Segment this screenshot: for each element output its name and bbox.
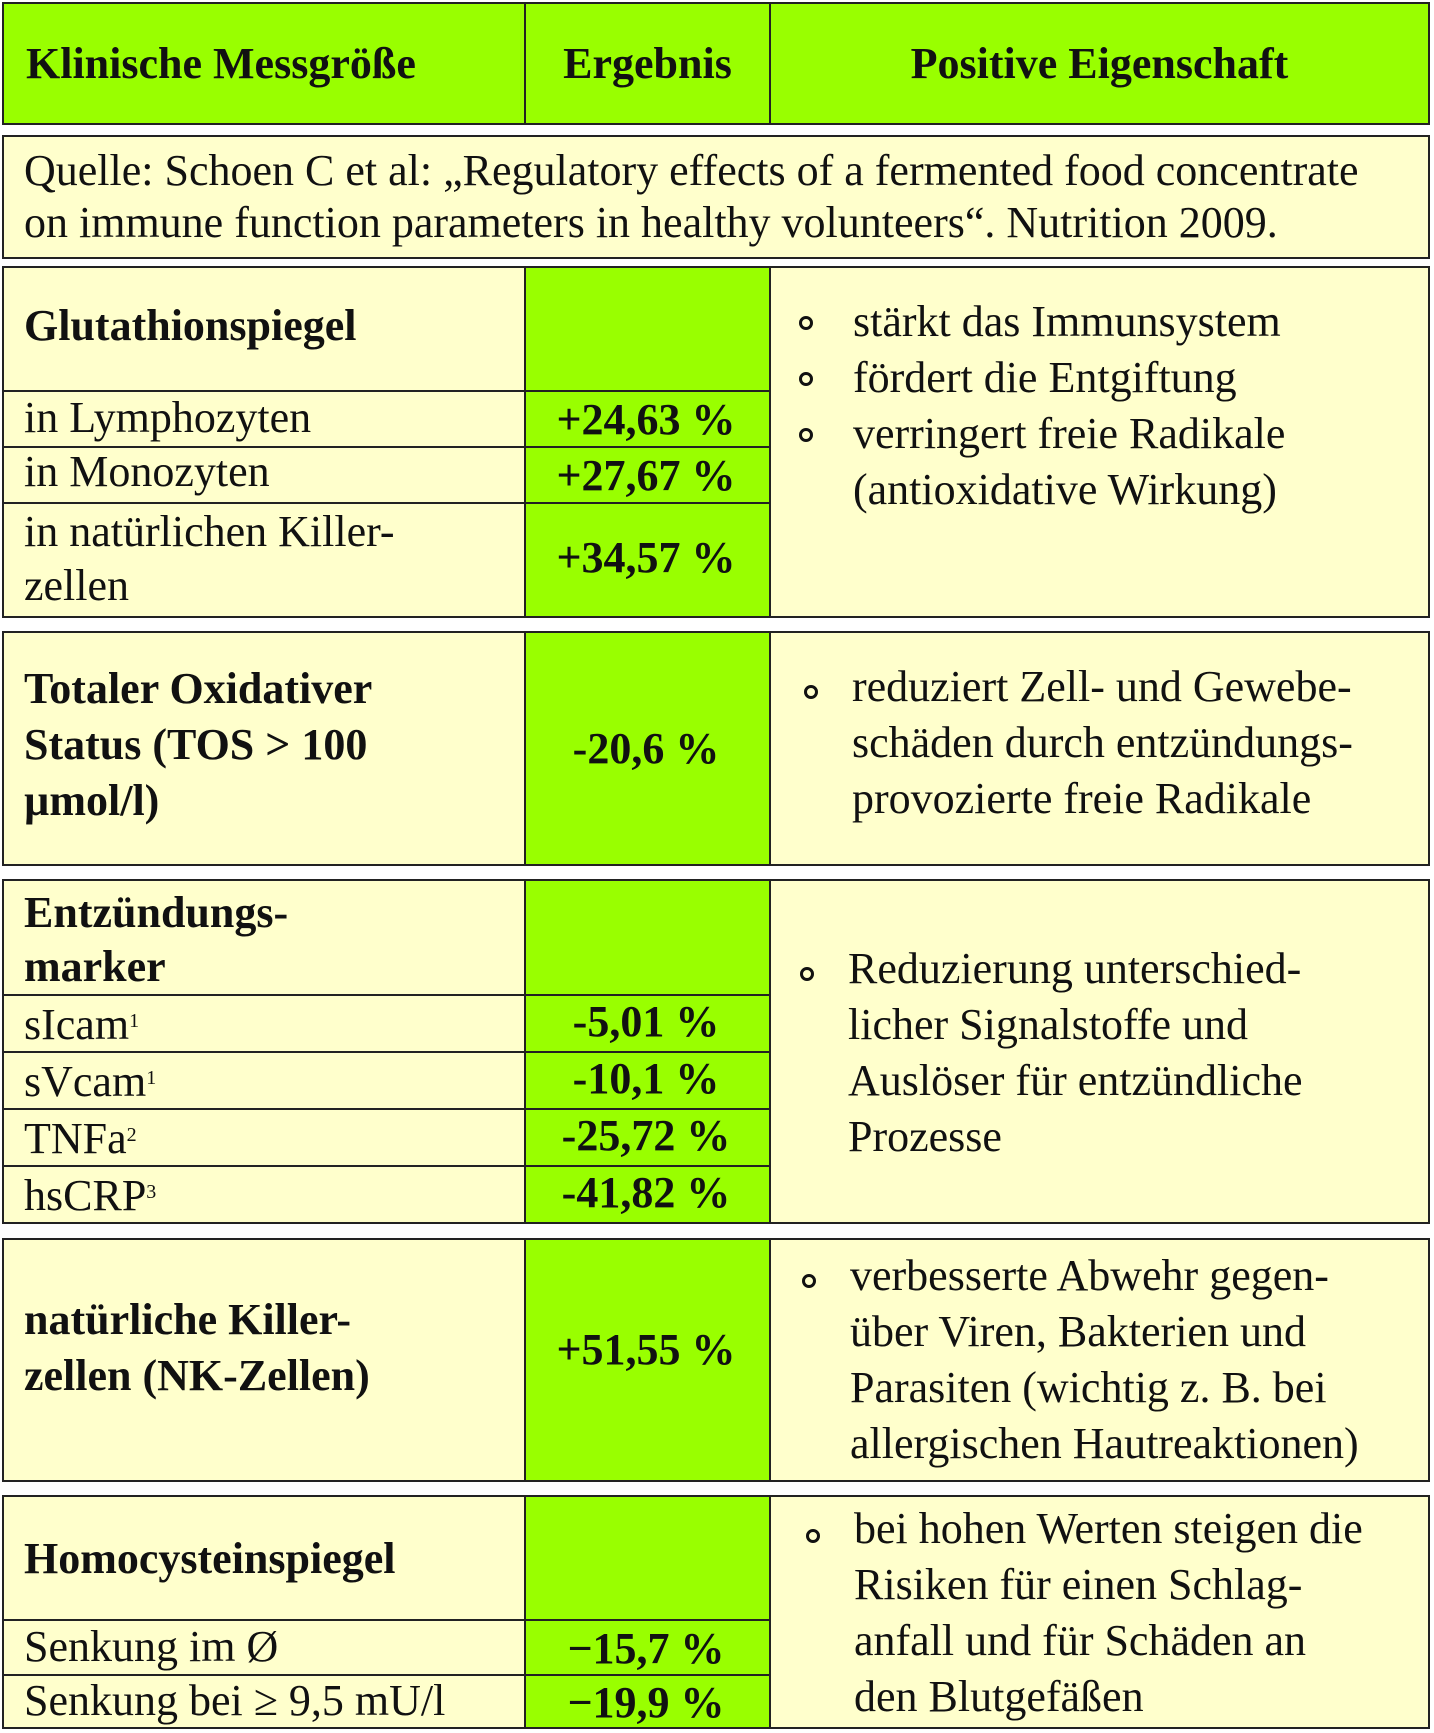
header-col-ergebnis: Ergebnis	[563, 39, 732, 88]
bullet-icon	[802, 1274, 816, 1288]
glutathion-label-lymphozyten: in Lymphozyten	[24, 393, 312, 442]
inflammation-benefit-4: Prozesse	[848, 1112, 1002, 1161]
inflammation-benefit-1: Reduzierung unterschied-	[848, 944, 1302, 993]
homocystein-section	[2, 1495, 1430, 1729]
glutathion-benefit-3: verringert freie Radikale	[801, 406, 1285, 462]
tos-section	[2, 631, 1430, 866]
glutathion-label-killer-2: zellen	[24, 561, 130, 610]
homocystein-benefit-3: anfall und für Schäden an	[854, 1616, 1307, 1665]
marker-label-svcam: sVcam$^1$	[24, 1057, 157, 1106]
bullet-icon	[799, 428, 813, 442]
marker-value-hscrp: -41,82 %	[561, 1168, 731, 1217]
nk-benefit-3: Parasiten (wichtig z. B. bei	[850, 1363, 1327, 1412]
homocystein-title: Homocysteinspiegel	[24, 1534, 396, 1583]
source-line-1: Quelle: Schoen C et al: „Regulatory effects of a fermented food concentrate	[24, 146, 1359, 195]
table-header	[2, 2, 1430, 125]
bullet-icon	[799, 372, 813, 386]
glutathion-label-monozyten: in Monozyten	[24, 447, 270, 496]
marker-value-svcam: -10,1 %	[572, 1054, 720, 1103]
homocystein-benefit-2: Risiken für einen Schlag-	[854, 1560, 1303, 1609]
nk-section	[2, 1238, 1430, 1482]
glutathion-benefits	[771, 294, 1285, 518]
bullet-icon	[804, 685, 818, 699]
inflammation-benefit-2: licher Signalstoffe und	[848, 1000, 1248, 1049]
header-col-eigenschaft: Positive Eigenschaft	[910, 39, 1289, 88]
marker-value-sicam: -5,01 %	[572, 997, 720, 1046]
tos-title-3: µmol/l)	[24, 776, 160, 825]
marker-label-hscrp: hsCRP$^3$	[24, 1171, 157, 1220]
homocystein-benefit-4: den Blutgefäßen	[854, 1672, 1144, 1721]
tos-title-1: Totaler Oxidativer	[24, 664, 373, 713]
nk-value: +51,55 %	[556, 1325, 736, 1374]
nk-benefit-4: allergischen Hautreaktionen)	[850, 1419, 1359, 1468]
bullet-icon	[800, 967, 814, 981]
marker-label-tnfa: TNFa$^2$	[24, 1114, 137, 1163]
glutathion-section	[2, 266, 1430, 618]
bullet-icon	[799, 316, 813, 330]
homocystein-label-high: Senkung bei ≥ 9,5 mU/l	[24, 1676, 446, 1725]
bullet-icon	[806, 1529, 820, 1543]
tos-value: -20,6 %	[572, 724, 720, 773]
nk-title-2: zellen (NK-Zellen)	[24, 1351, 370, 1400]
homocystein-value-avg: −15,7 %	[567, 1624, 725, 1673]
tos-benefit-2: schäden durch entzündungs-	[852, 718, 1353, 767]
nk-benefit-1: verbesserte Abwehr gegen-	[850, 1251, 1329, 1300]
inflammation-title-2: marker	[24, 942, 166, 991]
glutathion-value-monozyten: +27,67 %	[556, 451, 736, 500]
glutathion-value-lymphozyten: +24,63 %	[556, 395, 736, 444]
glutathion-benefit-3-cont: (antioxidative Wirkung)	[853, 465, 1277, 514]
source-line-2: on immune function parameters in healthy volunteers“. Nutrition 2009.	[24, 198, 1278, 247]
nk-title-1: natürliche Killer-	[24, 1295, 352, 1344]
marker-value-tnfa: -25,72 %	[561, 1111, 731, 1160]
glutathion-benefit-2: fördert die Entgiftung	[801, 350, 1285, 406]
header-col-messgroesse: Klinische Messgröße	[26, 39, 416, 88]
inflammation-section	[2, 879, 1430, 1224]
nk-benefit-2: über Viren, Bakterien und	[850, 1307, 1306, 1356]
inflammation-title-1: Entzündungs-	[24, 888, 289, 937]
tos-title-2: Status (TOS > 100	[24, 720, 368, 769]
tos-benefit-1: reduziert Zell- und Gewebe-	[852, 662, 1352, 711]
marker-label-sicam: sIcam$^1$	[24, 1000, 140, 1049]
homocystein-value-high: −19,9 %	[567, 1678, 725, 1727]
glutathion-benefit-1: stärkt das Immunsystem	[801, 294, 1285, 350]
homocystein-label-avg: Senkung im Ø	[24, 1622, 279, 1671]
homocystein-benefit-1: bei hohen Werten steigen die	[854, 1504, 1363, 1553]
glutathion-value-killer: +34,57 %	[556, 533, 736, 582]
tos-benefit-3: provozierte freie Radikale	[852, 774, 1312, 823]
inflammation-benefit-3: Auslöser für entzündliche	[848, 1056, 1303, 1105]
glutathion-title: Glutathionspiegel	[24, 301, 357, 350]
source-citation	[2, 135, 1430, 259]
glutathion-label-killer-1: in natürlichen Killer-	[24, 507, 395, 556]
